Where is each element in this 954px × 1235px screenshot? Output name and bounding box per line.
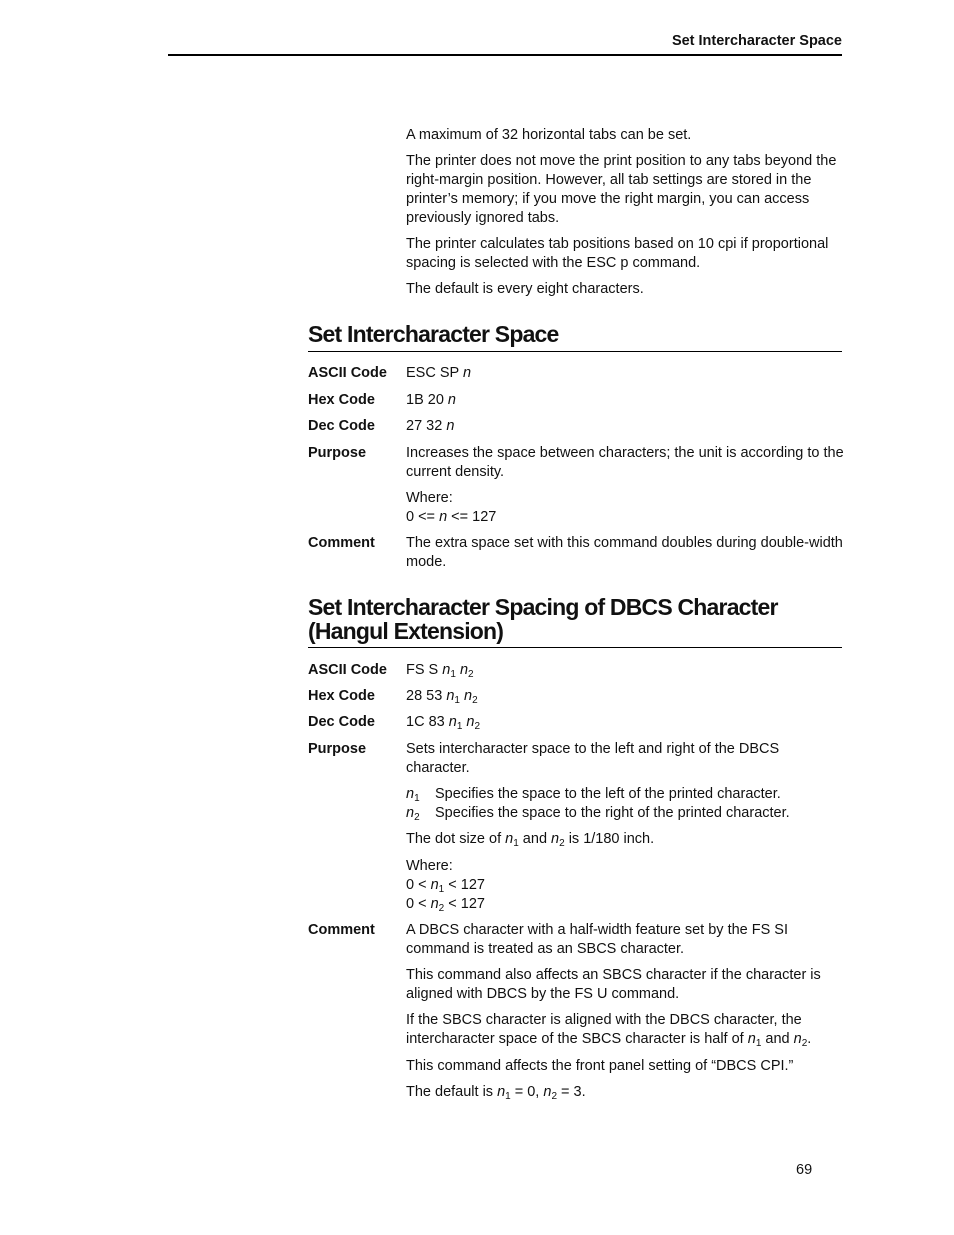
comment-text: A DBCS character with a half-width feature set by the FS SI command is treated as an SBCS character. (406, 922, 789, 957)
intro-paragraph: The printer calculates tab positions based on 10 cpi if proportional spacing is selected with the ESC p command. (406, 236, 829, 271)
comment-label: Comment (308, 922, 375, 938)
dot-size-text: The dot size of $n_1$ and $n_2$ is 1/180 inch. (406, 831, 655, 849)
purpose-label: Purpose (308, 741, 367, 757)
hex-code-label: Hex Code (308, 392, 375, 408)
hex-code-value: 28 53 $n_1$ $n_2$ (406, 688, 478, 706)
comment-text: If the SBCS character is aligned with the DBCS character, the intercharacter space of the SBCS character is half of $n_1$ and $n_2$. (406, 1012, 812, 1049)
section-heading: Set Intercharacter Space (308, 321, 559, 347)
section-rule (308, 647, 842, 648)
purpose-text: Increases the space between characters; the unit is according to the current density. (406, 445, 844, 480)
default-text: The default is $n_1 = 0$, $n_2 = 3$. (406, 1084, 586, 1102)
parameter-n2: $n_2$ Specifies the space to the right of the printed character. (406, 805, 790, 823)
section-heading: Set Intercharacter Spacing of DBCS Character (Hangul Extension) (308, 594, 778, 644)
running-header-title: Set Intercharacter Space (671, 33, 842, 49)
intro-paragraph: The printer does not move the print position to any tabs beyond the right-margin position. However, all tab settings are stored in the printer’s memory; if you move the right margin, you can access previously ignored tabs. (406, 153, 837, 226)
where-block: Where: $0 < n_1 < 127$ $0 < n_2 < 127$ (406, 858, 485, 914)
dec-code-value: 27 32 n (406, 418, 455, 434)
ascii-code-label: ASCII Code (308, 662, 387, 678)
ascii-code-label: ASCII Code (308, 365, 387, 381)
intro-paragraph: A maximum of 32 horizontal tabs can be set. (406, 127, 692, 143)
intro-paragraph: The default is every eight characters. (406, 281, 644, 297)
parameter-n1: $n_1$ Specifies the space to the left of the printed character. (406, 786, 781, 804)
comment-text: This command also affects an SBCS character if the character is aligned with DBCS by the FS U command. (406, 967, 821, 1002)
header-rule (168, 54, 842, 56)
ascii-code-value: ESC SP n (406, 365, 472, 381)
comment-label: Comment (308, 535, 375, 551)
purpose-text: Sets intercharacter space to the left and right of the DBCS character. (406, 741, 780, 776)
hex-code-value: 1B 20 n (406, 392, 456, 408)
dec-code-label: Dec Code (308, 418, 375, 434)
ascii-code-value: FS S $n_1$ $n_2$ (406, 662, 474, 680)
parameter-list (406, 785, 846, 823)
comment-text: This command affects the front panel setting of “DBCS CPI.” (406, 1058, 794, 1074)
where-block: Where: 0 <= n <= 127 (406, 490, 497, 525)
comment-text: The extra space set with this command doubles during double-width mode. (406, 535, 843, 570)
page-number: 69 (796, 1162, 813, 1178)
dec-code-value: 1C 83 $n_1$ $n_2$ (406, 714, 481, 732)
hex-code-label: Hex Code (308, 688, 375, 704)
purpose-label: Purpose (308, 445, 367, 461)
dec-code-label: Dec Code (308, 714, 375, 730)
section-rule (308, 351, 842, 352)
